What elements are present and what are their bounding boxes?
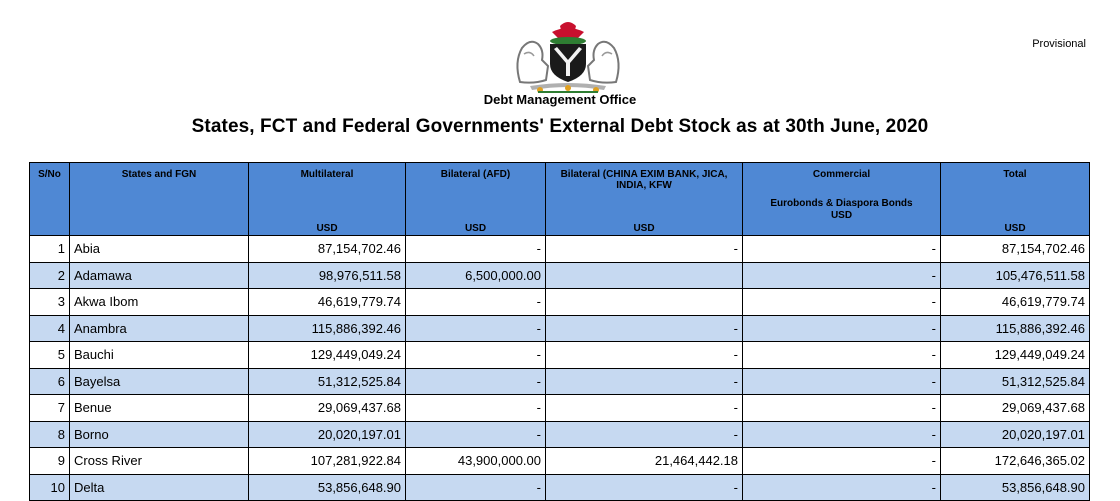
debt-table: [29, 162, 1090, 501]
row-commercial: -: [743, 315, 941, 342]
coat-of-arms-logo: [500, 20, 636, 96]
row-multilateral: 29,069,437.68: [249, 395, 406, 422]
currency-label: USD: [830, 210, 853, 221]
table-header-row: [30, 163, 1090, 236]
row-multilateral: 51,312,525.84: [249, 368, 406, 395]
row-state: Benue: [70, 395, 249, 422]
row-sno: 1: [30, 236, 70, 263]
row-bilateral-afd: 43,900,000.00: [406, 448, 546, 475]
currency-label: USD: [316, 223, 338, 234]
row-commercial: -: [743, 448, 941, 475]
row-commercial: -: [743, 342, 941, 369]
row-sno: 8: [30, 421, 70, 448]
row-multilateral: 53,856,648.90: [249, 474, 406, 501]
row-total: 53,856,648.90: [941, 474, 1090, 501]
row-bilateral-afd: 6,500,000.00: [406, 262, 546, 289]
row-bilateral-afd: -: [406, 342, 546, 369]
row-bilateral-afd: -: [406, 236, 546, 263]
header-bilateral-other: Bilateral (CHINA EXIM BANK, JICA, INDIA, KFW USD: [546, 163, 743, 236]
row-bilateral-afd: -: [406, 368, 546, 395]
row-commercial: -: [743, 395, 941, 422]
row-sno: 5: [30, 342, 70, 369]
row-state: Cross River: [70, 448, 249, 475]
row-bilateral-afd: -: [406, 289, 546, 316]
row-total: 51,312,525.84: [941, 368, 1090, 395]
row-multilateral: 98,976,511.58: [249, 262, 406, 289]
row-sno: 2: [30, 262, 70, 289]
row-commercial: -: [743, 421, 941, 448]
row-total: 172,646,365.02: [941, 448, 1090, 475]
row-bilateral-other: -: [546, 474, 743, 501]
row-state: Abia: [70, 236, 249, 263]
row-commercial: -: [743, 368, 941, 395]
header-commercial-sub: Eurobonds & Diaspora Bonds: [770, 198, 913, 209]
header-bilateral-afd: Bilateral (AFD) USD: [406, 163, 546, 236]
row-state: Akwa Ibom: [70, 289, 249, 316]
header-total: Total USD: [941, 163, 1090, 236]
row-bilateral-afd: -: [406, 315, 546, 342]
row-bilateral-other: -: [546, 236, 743, 263]
row-bilateral-other: [546, 262, 743, 289]
row-state: Adamawa: [70, 262, 249, 289]
row-multilateral: 115,886,392.46: [249, 315, 406, 342]
office-name: Debt Management Office: [483, 92, 637, 107]
row-commercial: -: [743, 474, 941, 501]
table-row: [30, 262, 1090, 289]
table-row: [30, 421, 1090, 448]
currency-label: USD: [633, 223, 655, 234]
row-bilateral-afd: -: [406, 421, 546, 448]
table-row: [30, 342, 1090, 369]
row-sno: 6: [30, 368, 70, 395]
header-sno: S/No: [30, 163, 70, 236]
row-total: 105,476,511.58: [941, 262, 1090, 289]
row-state: Anambra: [70, 315, 249, 342]
row-state: Delta: [70, 474, 249, 501]
row-total: 115,886,392.46: [941, 315, 1090, 342]
row-multilateral: 20,020,197.01: [249, 421, 406, 448]
row-bilateral-other: -: [546, 342, 743, 369]
row-total: 129,449,049.24: [941, 342, 1090, 369]
row-multilateral: 46,619,779.74: [249, 289, 406, 316]
row-total: 29,069,437.68: [941, 395, 1090, 422]
page-title: States, FCT and Federal Governments' External Debt Stock as at 30th June, 2020: [191, 116, 929, 137]
row-state: Bayelsa: [70, 368, 249, 395]
table-row: [30, 289, 1090, 316]
row-sno: 4: [30, 315, 70, 342]
row-state: Borno: [70, 421, 249, 448]
table-row: [30, 395, 1090, 422]
table-row: [30, 368, 1090, 395]
row-bilateral-other: -: [546, 368, 743, 395]
row-total: 46,619,779.74: [941, 289, 1090, 316]
row-bilateral-other: -: [546, 421, 743, 448]
row-bilateral-afd: -: [406, 395, 546, 422]
header-multilateral: Multilateral USD: [249, 163, 406, 236]
table-row: [30, 315, 1090, 342]
row-state: Bauchi: [70, 342, 249, 369]
row-multilateral: 129,449,049.24: [249, 342, 406, 369]
row-bilateral-other: [546, 289, 743, 316]
table-row: [30, 236, 1090, 263]
row-sno: 3: [30, 289, 70, 316]
row-bilateral-other: -: [546, 315, 743, 342]
currency-label: USD: [464, 223, 487, 234]
table-row: [30, 474, 1090, 501]
provisional-label: Provisional: [1032, 38, 1086, 50]
row-commercial: -: [743, 262, 941, 289]
table-row: [30, 448, 1090, 475]
header-state: States and FGN: [70, 163, 249, 236]
row-multilateral: 107,281,922.84: [249, 448, 406, 475]
row-bilateral-afd: -: [406, 474, 546, 501]
row-commercial: -: [743, 289, 941, 316]
row-total: 20,020,197.01: [941, 421, 1090, 448]
row-total: 87,154,702.46: [941, 236, 1090, 263]
currency-label: USD: [1004, 223, 1026, 234]
row-sno: 9: [30, 448, 70, 475]
row-bilateral-other: -: [546, 395, 743, 422]
row-sno: 7: [30, 395, 70, 422]
header-commercial: Commercial Eurobonds & Diaspora Bonds USD: [743, 163, 941, 236]
row-sno: 10: [30, 474, 70, 501]
row-bilateral-other: 21,464,442.18: [546, 448, 743, 475]
row-commercial: -: [743, 236, 941, 263]
row-multilateral: 87,154,702.46: [249, 236, 406, 263]
